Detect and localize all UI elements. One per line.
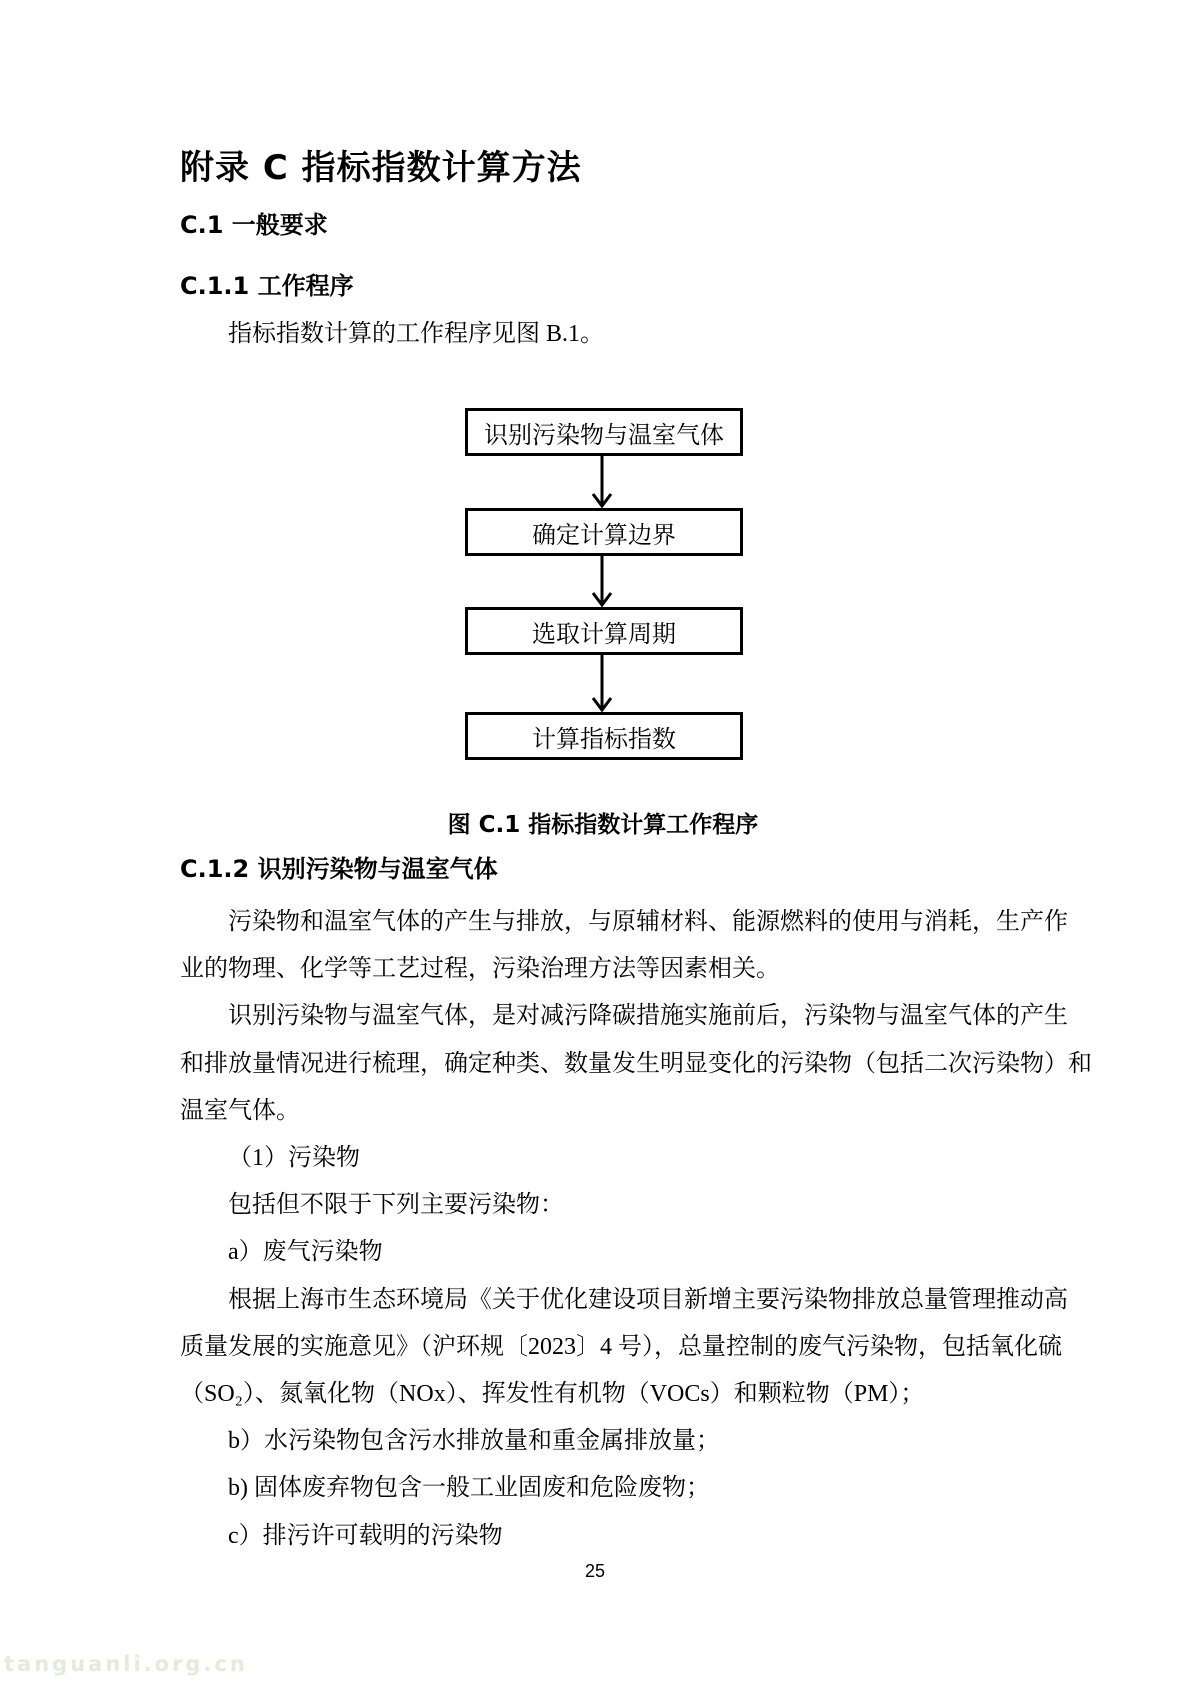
paragraph-line: c）排污许可载明的污染物 bbox=[228, 1523, 503, 1549]
paragraph-line: a）废气污染物 bbox=[228, 1239, 383, 1265]
section-heading-c12: C.1.2 识别污染物与温室气体 bbox=[180, 855, 498, 883]
paragraph-line: 包括但不限于下列主要污染物： bbox=[228, 1192, 564, 1218]
paragraph-line: 根据上海市生态环境局《关于优化建设项目新增主要污染物排放总量管理推动高 bbox=[228, 1287, 1068, 1313]
paragraph-line: 质量发展的实施意见》（沪环规〔2023〕4 号），总量控制的废气污染物，包括氧化硫 bbox=[180, 1334, 1062, 1360]
flowchart-step-box: 识别污染物与温室气体 bbox=[465, 408, 743, 456]
flowchart-step-box: 确定计算边界 bbox=[465, 508, 743, 556]
intro-paragraph-line: 指标指数计算的工作程序见图 B.1。 bbox=[228, 321, 605, 347]
section-heading-c1: C.1 一般要求 bbox=[180, 211, 328, 239]
flow-arrow-down-icon bbox=[589, 456, 615, 508]
paragraph-line: 温室气体。 bbox=[180, 1098, 300, 1124]
paragraph-line: （SO₂）、氮氧化物（NOx）、挥发性有机物（VOCs）和颗粒物（PM）； bbox=[180, 1381, 925, 1407]
page-number: 25 bbox=[584, 1561, 606, 1581]
flowchart-step-box: 选取计算周期 bbox=[465, 607, 743, 655]
paragraph-line: （1）污染物 bbox=[228, 1145, 360, 1171]
flow-arrow-down-icon bbox=[589, 655, 615, 712]
paragraph-line: b) 固体废弃物包含一般工业固废和危险废物； bbox=[228, 1475, 710, 1501]
paragraph-line: 污染物和温室气体的产生与排放，与原辅材料、能源燃料的使用与消耗，生产作 bbox=[228, 909, 1068, 935]
figure-caption: 图 C.1 指标指数计算工作程序 bbox=[447, 812, 759, 838]
paragraph-line: 和排放量情况进行梳理，确定种类、数量发生明显变化的污染物（包括二次污染物）和 bbox=[180, 1051, 1092, 1077]
page-title: 附录 C 指标指数计算方法 bbox=[180, 148, 582, 188]
paragraph-line: 识别污染物与温室气体，是对减污降碳措施实施前后，污染物与温室气体的产生 bbox=[228, 1003, 1068, 1029]
section-heading-c11: C.1.1 工作程序 bbox=[180, 272, 354, 300]
flow-arrow-down-icon bbox=[589, 556, 615, 607]
flowchart-step-box: 计算指标指数 bbox=[465, 712, 743, 760]
paragraph-line: 业的物理、化学等工艺过程，污染治理方法等因素相关。 bbox=[180, 956, 780, 982]
watermark: tanguanli.org.cn bbox=[4, 1652, 248, 1676]
paragraph-line: b）水污染物包含污水排放量和重金属排放量； bbox=[228, 1428, 720, 1454]
